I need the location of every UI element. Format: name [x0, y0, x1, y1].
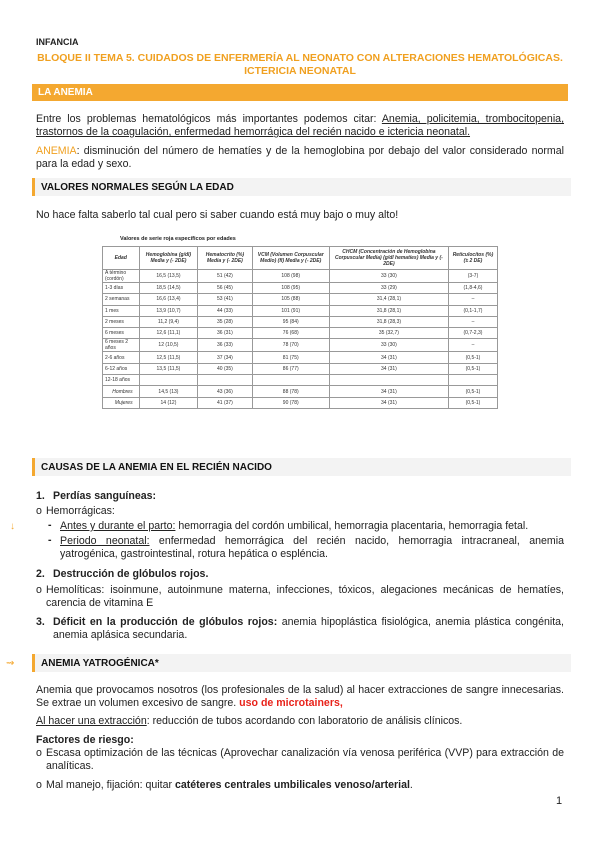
table-column-header: Hematocrito (%) Media y (- 2DE) [198, 247, 252, 270]
normal-values-table [102, 246, 498, 409]
risk-2-bold: catéteres centrales umbilicales venoso/arterial [174, 779, 410, 791]
table-cell: 2 meses [103, 316, 140, 327]
subitem-label: Antes y durante el parto: [60, 520, 176, 532]
table-cell: Hombres [103, 386, 140, 397]
table-cell: 33 (29) [329, 283, 448, 294]
table-cell: (0,5-1) [448, 397, 497, 408]
table-row [103, 283, 498, 294]
side-arrow-icon: ↓ [10, 521, 15, 532]
table-cell: 6 meses [103, 328, 140, 339]
table-column-header: Reticulocitos (%) (± 2 DE) [448, 247, 497, 270]
table-column-header: CHCM (Concentración de Hemoglobina Corpuscular Media) (g/dl hematíes) Media y (- 2DE) [329, 247, 448, 270]
table-cell: 2-6 años [103, 352, 140, 363]
circle-bullet-icon: o [36, 505, 42, 517]
section-header-normal-values [32, 178, 571, 196]
intro-paragraph [36, 113, 564, 139]
table-cell: 14 (12) [139, 397, 198, 408]
table-cell: (1,8-4,6) [448, 283, 497, 294]
cause-2-number: 2. [36, 568, 45, 580]
table-row [103, 386, 498, 397]
table-cell: 6 meses 2 años [103, 339, 140, 352]
extraction-note [36, 715, 564, 728]
table-cell: 33 (30) [329, 270, 448, 283]
table-cell: 12 (10,5) [139, 339, 198, 352]
values-note: No hace falta saberlo tal cual pero si saber cuando está muy bajo o muy alto! [36, 209, 399, 221]
circle-bullet-icon: o [36, 779, 42, 791]
section-header-anemia [32, 84, 568, 101]
table-cell: 36 (31) [198, 328, 252, 339]
table-cell: 13,9 (10,7) [139, 305, 198, 316]
table-cell: 34 (31) [329, 363, 448, 374]
table-cell: (0,7-2,3) [448, 328, 497, 339]
section-title: ANEMIA YATROGÉNICA* [41, 658, 159, 669]
risk-factors-title: Factores de riesgo: [36, 734, 134, 746]
table-cell: 56 (45) [198, 283, 252, 294]
table-cell: 34 (31) [329, 386, 448, 397]
table-cell: 18,5 (14,5) [139, 283, 198, 294]
hemorrhagic-label: Hemorrágicas: [46, 505, 115, 517]
risk-factor-1: Escasa optimización de las técnicas (Aprovechar canalización vía venosa periférica (VVP) para extracción de analíticas. [46, 747, 564, 772]
table-cell: 14,5 (13) [139, 386, 198, 397]
section-title: VALORES NORMALES SEGÚN LA EDAD [41, 182, 234, 193]
section-title: CAUSAS DE LA ANEMIA EN EL RECIÉN NACIDO [41, 462, 272, 473]
subitem-text: hemorragia del cordón umbilical, hemorragia placentaria, hemorragia fetal. [175, 520, 529, 532]
table-cell: 105 (88) [252, 294, 329, 305]
table-cell: 33 (30) [329, 339, 448, 352]
table-cell: 108 (98) [252, 270, 329, 283]
table-cell: 108 (95) [252, 283, 329, 294]
table-cell: 34 (31) [329, 397, 448, 408]
table-row [103, 339, 498, 352]
cause-subitem-neonatal [60, 535, 564, 561]
table-cell: 2 semanas [103, 294, 140, 305]
table-cell [198, 375, 252, 386]
table-column-header: Hemoglobina (g/dl) Media y (- 2DE) [139, 247, 198, 270]
intro-lead: Entre los problemas hematológicos más importantes podemos citar: [36, 113, 382, 125]
subitem-text: enfermedad hemorrágica del recién nacido, hemorragia intracraneal, anemia yatrogénica, gastrointestinal, rotura hepática o espléncia. [60, 535, 564, 560]
table-cell: 95 (84) [252, 316, 329, 327]
risk-2-end: . [409, 779, 413, 791]
table-cell [329, 375, 448, 386]
cause-3-title: Déficit en la producción de glóbulos rojos: [53, 616, 278, 628]
subject-label: INFANCIA [36, 37, 79, 47]
table-cell: 31,4 (28,1) [329, 294, 448, 305]
table-cell: 31,8 (28,1) [329, 305, 448, 316]
dash-bullet-icon: - [48, 534, 52, 546]
circle-bullet-icon: o [36, 747, 42, 759]
table-cell: 12,6 (11,1) [139, 328, 198, 339]
cause-1-number: 1. [36, 490, 45, 502]
table-cell: 86 (77) [252, 363, 329, 374]
section-header-causes [32, 458, 571, 476]
table-cell: (0,5-1) [448, 363, 497, 374]
table-cell: 35 (28) [198, 316, 252, 327]
section-header-yatrogenic [32, 654, 571, 672]
dash-bullet-icon: - [48, 519, 52, 531]
table-cell: 16,5 (13,5) [139, 270, 198, 283]
section-title: LA ANEMIA [38, 87, 93, 98]
table-cell: 31,8 (28,3) [329, 316, 448, 327]
table-cell: Mujeres [103, 397, 140, 408]
table-row [103, 316, 498, 327]
table-cell: 90 (78) [252, 397, 329, 408]
page-title: BLOQUE II TEMA 5. CUIDADOS DE ENFERMERÍA AL NEONATO CON ALTERACIONES HEMATOLÓGICAS. ICTERICIA NEONATAL [37, 52, 563, 77]
table-cell: (3-7) [448, 270, 497, 283]
microtainers-highlight: uso de microtainers, [239, 697, 343, 709]
cause-1-title: Perdías sanguíneas: [53, 490, 157, 502]
table-row [103, 363, 498, 374]
table-cell: 78 (70) [252, 339, 329, 352]
table-cell: 43 (36) [198, 386, 252, 397]
cause-subitem-birth [60, 520, 564, 533]
extraction-text: : reducción de tubos acordando con laboratorio de análisis clínicos. [146, 715, 463, 727]
table-caption: Valores de serie roja específicos por edades [120, 236, 236, 242]
circle-bullet-icon: o [36, 584, 42, 596]
table-cell: 88 (78) [252, 386, 329, 397]
table-cell: 101 (91) [252, 305, 329, 316]
table-cell [448, 375, 497, 386]
table-cell: 11,2 (9,4) [139, 316, 198, 327]
page-number: 1 [556, 795, 563, 807]
definition-text: : disminución del número de hematíes y de la hemoglobina por debajo del valor considerado normal para la edad y sexo. [36, 145, 564, 170]
table-row [103, 352, 498, 363]
table-cell: 36 (33) [198, 339, 252, 352]
table-cell: – [448, 316, 497, 327]
table-cell: 13,5 (11,5) [139, 363, 198, 374]
table-cell: 35 (32,7) [329, 328, 448, 339]
risk-factor-2 [46, 779, 564, 792]
cause-3-paragraph [53, 616, 564, 642]
table-cell: – [448, 339, 497, 352]
table-cell: 12,5 (11,5) [139, 352, 198, 363]
table-cell: 16,6 (13,4) [139, 294, 198, 305]
extraction-label: Al hacer una extracción [36, 715, 147, 727]
table-column-header: Edad [103, 247, 140, 270]
table-header-row [103, 247, 498, 270]
table-cell: 37 (34) [198, 352, 252, 363]
table-row [103, 305, 498, 316]
table-cell [139, 375, 198, 386]
table-cell: A término (cordón) [103, 270, 140, 283]
table-cell: 76 (68) [252, 328, 329, 339]
table-cell: – [448, 294, 497, 305]
table-cell: 34 (31) [329, 352, 448, 363]
cause-3-text: anemia hipoplástica fisiológica, anemia plástica congénita, anemia aplásica secundaria. [53, 616, 564, 641]
side-arrow-icon: ⇝ [6, 658, 15, 669]
yatrogenic-text: Anemia que provocamos nosotros (los profesionales de la salud) al hacer extracciones de sangre innecesarias. Se extrae un volumen excesivo de sangre. [36, 684, 564, 709]
cause-3-number: 3. [36, 616, 45, 628]
table-row [103, 375, 498, 386]
table-cell: 1 mes [103, 305, 140, 316]
table-cell: (0,5-1) [448, 352, 497, 363]
risk-2-lead: Mal manejo, fijación: quitar [46, 779, 175, 791]
table-cell: 1-3 días [103, 283, 140, 294]
cause-2-text: Hemolíticas: isoinmune, autoinmune materna, infecciones, tóxicos, alegaciones mecánicas de hematíes, carencia de vitamina E [46, 584, 564, 609]
table-cell: 40 (35) [198, 363, 252, 374]
table-column-header: VCM (Volumen Corpuscular Medio) (fl) Media y (- 2DE) [252, 247, 329, 270]
table-cell: 12-18 años [103, 375, 140, 386]
table-row [103, 397, 498, 408]
table-cell [252, 375, 329, 386]
anemia-definition [36, 145, 564, 171]
table-cell: (0,1-1,7) [448, 305, 497, 316]
table-cell: 53 (41) [198, 294, 252, 305]
table-cell: (0,5-1) [448, 386, 497, 397]
table-row [103, 270, 498, 283]
table-cell: 51 (42) [198, 270, 252, 283]
cause-2-title: Destrucción de glóbulos rojos. [53, 568, 209, 580]
table-cell: 44 (33) [198, 305, 252, 316]
table-cell: 6-12 años [103, 363, 140, 374]
subitem-label: Periodo neonatal: [60, 535, 150, 547]
table-row [103, 294, 498, 305]
intro-list: Anemia, policitemia, trombocitopenia, trastornos de la coagulación, enfermedad hemorrágica del recién nacido e ictericia neonatal. [36, 113, 565, 138]
table-row [103, 328, 498, 339]
yatrogenic-paragraph [36, 684, 564, 710]
table-cell: 41 (37) [198, 397, 252, 408]
definition-term: ANEMIA [36, 145, 77, 157]
table-cell: 81 (75) [252, 352, 329, 363]
